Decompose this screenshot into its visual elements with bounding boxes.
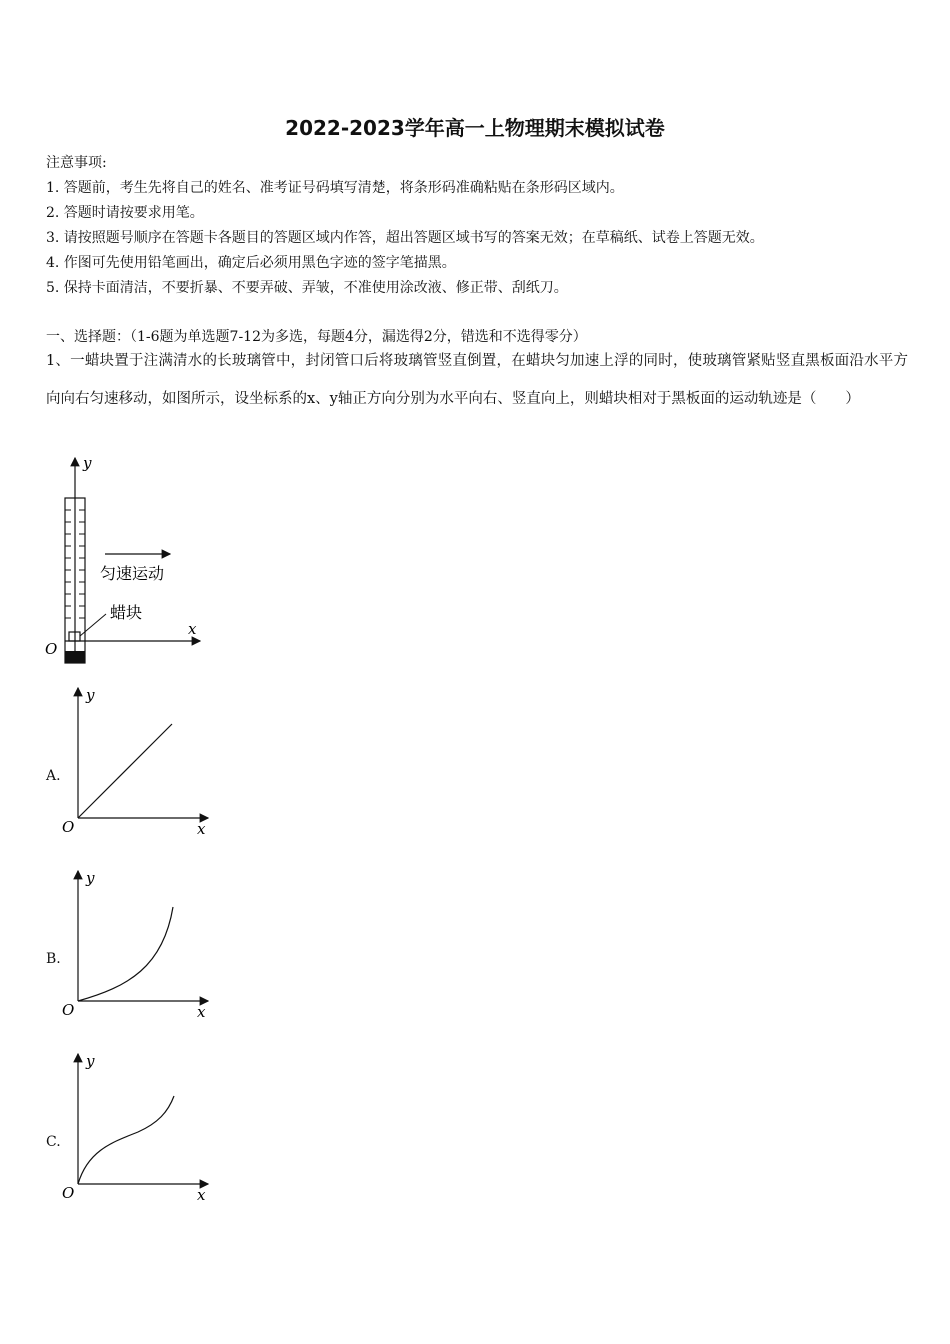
option-a-origin-label: O bbox=[62, 818, 75, 836]
option-a-y-label: y bbox=[86, 686, 95, 704]
block-label: 蜡块 bbox=[110, 603, 143, 622]
tube-stopper bbox=[65, 651, 85, 663]
option-b-curve bbox=[78, 907, 173, 1001]
option-b-x-label: x bbox=[197, 1003, 206, 1021]
option-b-origin-label: O bbox=[62, 1001, 75, 1019]
motion-label: 匀速运动 bbox=[100, 564, 165, 583]
option-c-x-label: x bbox=[197, 1186, 206, 1204]
notice-heading: 注意事项: bbox=[46, 155, 107, 171]
notice-item-4: 4. 作图可先使用铅笔画出，确定后必须用黑色字迹的签字笔描黑。 bbox=[46, 255, 456, 271]
setup-y-label: y bbox=[83, 454, 92, 472]
question-1-text: 1、一蜡块置于注满清水的长玻璃管中，封闭管口后将玻璃管竖直倒置，在蜡块匀加速上浮的同时，使玻璃管紧贴竖直黑板面沿水平方向向右匀速移动，如图所示，设坐标系的x、y轴正方向分别为水平向右、竖直向上，则蜡块相对于黑板面的运动轨迹是（ ） bbox=[46, 353, 908, 407]
block-leader-line bbox=[80, 614, 106, 636]
notice-item-1: 1. 答题前，考生先将自己的姓名、准考证号码填写清楚，将条形码准确粘贴在条形码区域内。 bbox=[46, 180, 624, 196]
option-a-x-label: x bbox=[197, 820, 206, 838]
option-c-graph[interactable] bbox=[58, 1050, 218, 1205]
option-b-y-label: y bbox=[86, 869, 95, 887]
setup-figure bbox=[40, 452, 210, 672]
option-a-curve bbox=[78, 724, 172, 818]
notice-item-2: 2. 答题时请按要求用笔。 bbox=[46, 205, 204, 221]
option-c-origin-label: O bbox=[62, 1184, 75, 1202]
option-a-label[interactable]: A. bbox=[46, 768, 61, 784]
option-a-graph[interactable] bbox=[58, 684, 218, 839]
option-c-label[interactable]: C. bbox=[46, 1134, 61, 1150]
option-b-graph[interactable] bbox=[58, 867, 218, 1022]
setup-origin-label: O bbox=[45, 640, 58, 658]
option-c-curve bbox=[78, 1096, 174, 1184]
notice-item-5: 5. 保持卡面清洁，不要折暴、不要弄破、弄皱，不准使用涂改液、修正带、刮纸刀。 bbox=[46, 280, 568, 296]
option-c-y-label: y bbox=[86, 1052, 95, 1070]
page-title: 2022-2023学年高一上物理期末模拟试卷 bbox=[285, 116, 665, 140]
notice-item-3: 3. 请按照题号顺序在答题卡各题目的答题区域内作答，超出答题区域书写的答案无效；在草稿纸、试卷上答题无效。 bbox=[46, 230, 764, 246]
option-b-label[interactable]: B. bbox=[46, 951, 61, 967]
setup-x-label: x bbox=[188, 620, 197, 638]
section-heading: 一、选择题：（1-6题为单选题7-12为多选，每题4分，漏选得2分，错选和不选得零分） bbox=[46, 329, 587, 345]
